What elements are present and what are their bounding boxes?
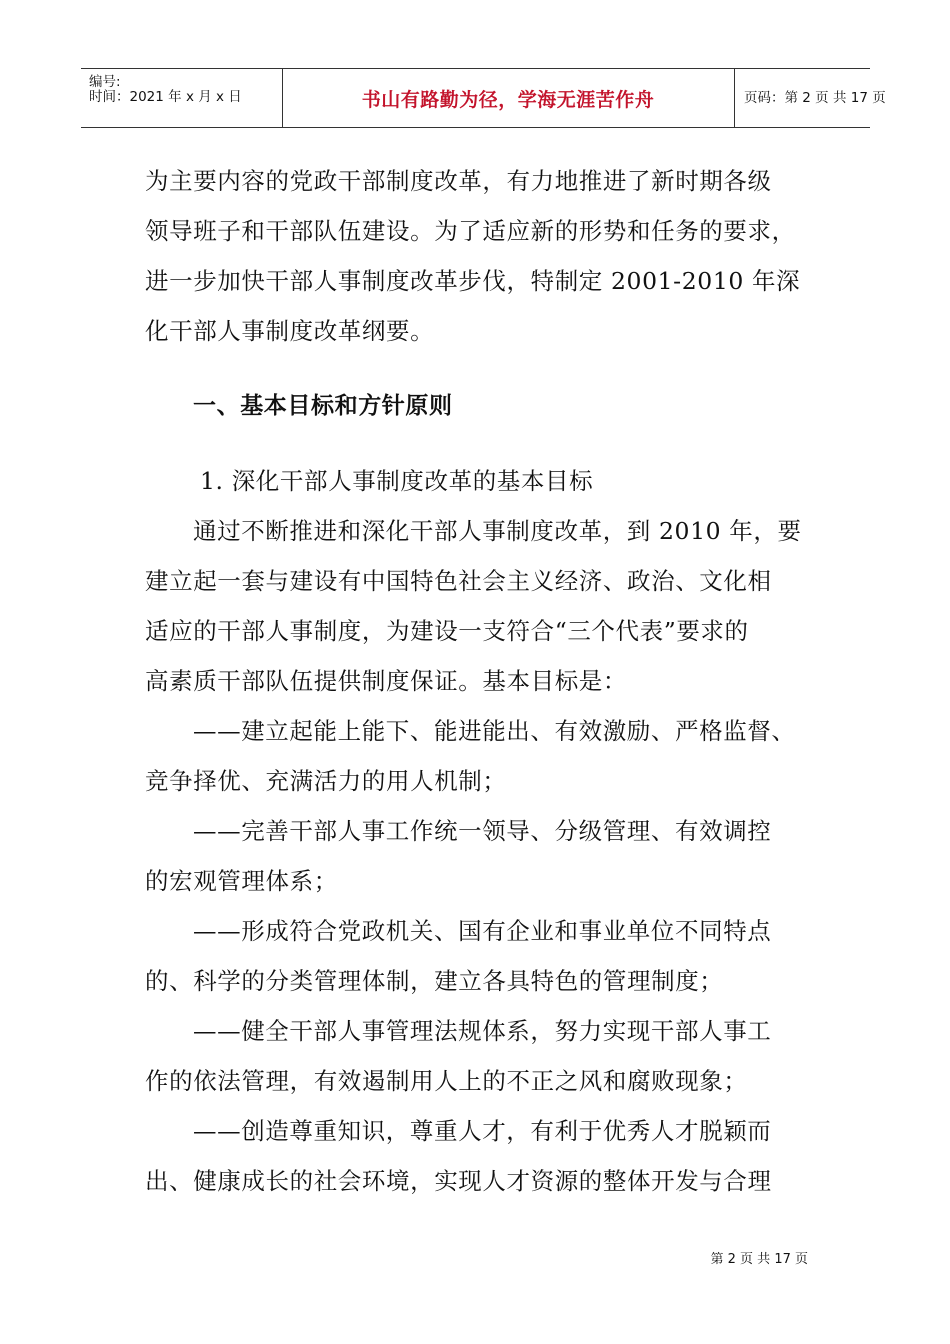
paragraph-line: 建立起一套与建设有中国特色社会主义经济、政治、文化相 [145,567,772,595]
paragraph-line: 领导班子和干部队伍建设。为了适应新的形势和任务的要求， [145,217,796,245]
page-footer: 第 2 页 共 17 页 [710,1252,808,1267]
document-number-label: 编号: [89,74,121,90]
document-header [81,68,886,128]
paragraph-line: 高素质干部队伍提供制度保证。基本目标是： [145,667,627,695]
paragraph-line: 通过不断推进和深化干部人事制度改革，到 2010 年，要 [193,517,802,545]
list-item-line: ——完善干部人事工作统一领导、分级管理、有效调控 [193,817,772,845]
header-meta-cell [81,69,283,127]
list-item-line: ——创造尊重知识，尊重人才，有利于优秀人才脱颖而 [193,1117,772,1145]
document-date: 时间：2021 年 x 月 x 日 [89,89,242,105]
list-item-line: ——健全干部人事管理法规体系，努力实现干部人事工 [193,1017,772,1045]
list-item-line: ——形成符合党政机关、国有企业和事业单位不同特点 [193,917,772,945]
paragraph-line: 进一步加快干部人事制度改革步伐，特制定 2001-2010 年深 [145,267,801,295]
list-item-line: 竞争择优、充满活力的用人机制； [145,767,507,795]
list-item-line: ——建立起能上能下、能进能出、有效激励、严格监督、 [193,717,796,745]
section-heading: 一、基本目标和方针原则 [193,393,453,419]
list-item-line: 作的依法管理，有效遏制用人上的不正之风和腐败现象； [145,1067,748,1095]
header-page-info: 页码：第 2 页 共 17 页 [744,89,886,106]
list-item-line: 的宏观管理体系； [145,867,338,895]
paragraph-line: 适应的干部人事制度，为建设一支符合“三个代表”要求的 [145,617,749,645]
header-page-cell [734,69,886,127]
subsection-heading: 1. 深化干部人事制度改革的基本目标 [200,467,594,495]
paragraph-line: 化干部人事制度改革纲要。 [145,317,435,345]
list-item-line: 出、健康成长的社会环境，实现人才资源的整体开发与合理 [145,1167,772,1195]
list-item-line: 的、科学的分类管理体制，建立各具特色的管理制度； [145,967,724,995]
header-motto: 书山有路勤为径，学海无涯苦作舟 [361,88,655,111]
header-motto-cell [282,69,735,127]
paragraph-line: 为主要内容的党政干部制度改革，有力地推进了新时期各级 [145,167,772,195]
